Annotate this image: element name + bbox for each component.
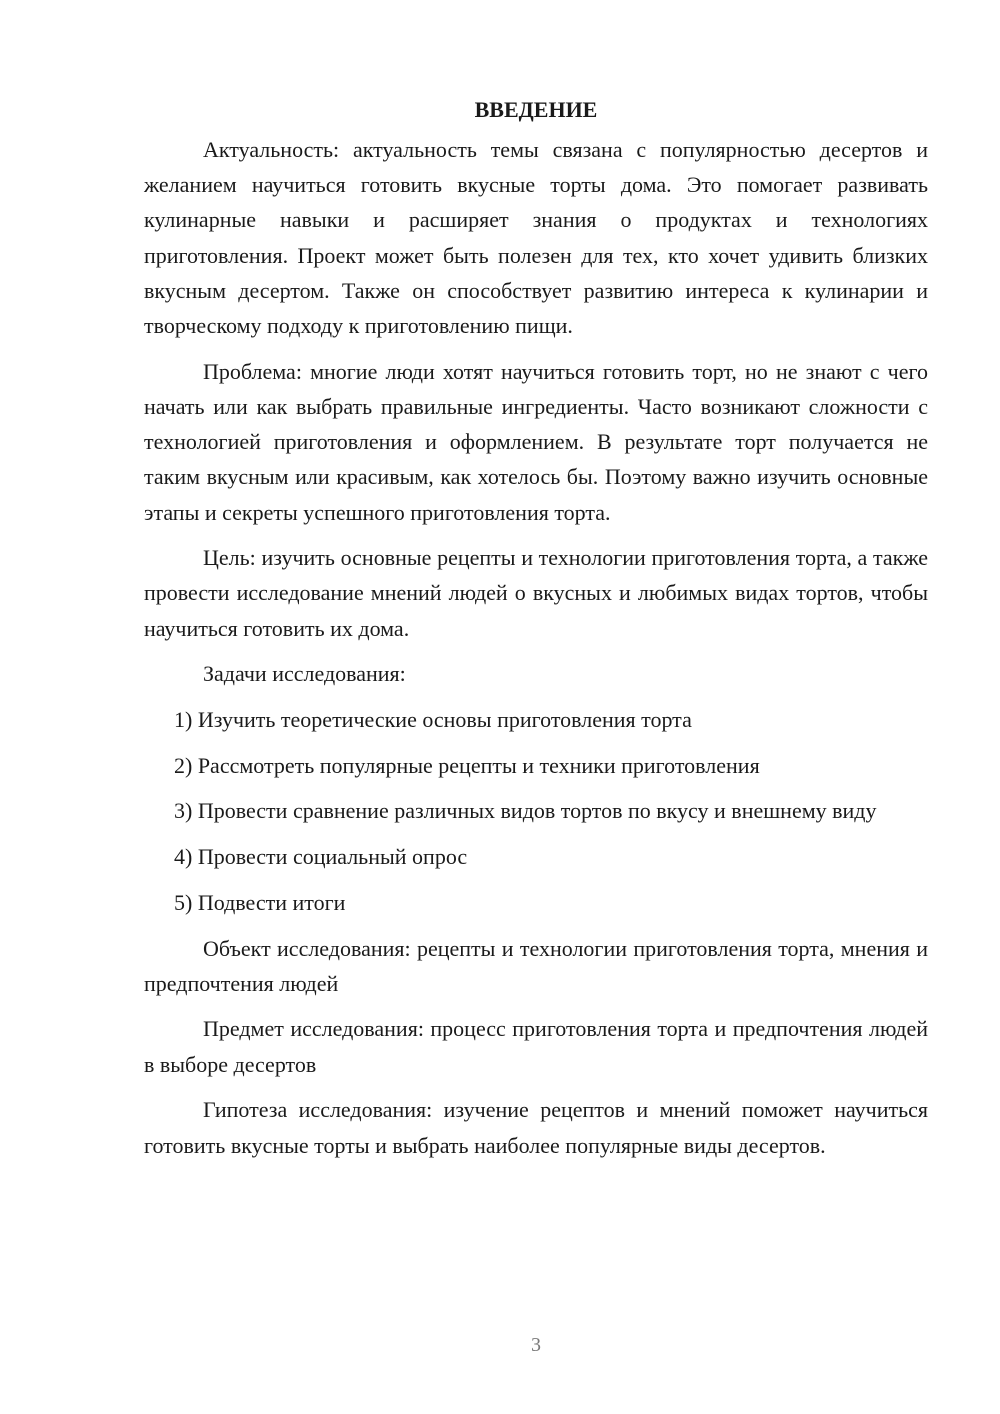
task-item: 1) Изучить теоретические основы приготовления торта [174,707,692,733]
relevance-paragraph: Актуальность: актуальность темы связана с популярностью десертов и желанием научиться готовить вкусные торты дома. Это помогает развивать кулинарные навыки и расширяет знания о продуктах и технологиях приготовления. Проект может быть полезен для тех, кто хочет удивить близких вкусным десертом. Также он способствует развитию интереса к кулинарии и творческому подходу к приготовлению пищи. [144,137,928,339]
task-item: 4) Провести социальный опрос [174,844,468,870]
task-item: 3) Провести сравнение различных видов тортов по вкусу и внешнему виду [174,798,877,824]
task-item: 2) Рассмотреть популярные рецепты и техники приготовления [174,752,760,778]
section-title: ВВЕДЕНИЕ [474,97,598,122]
tasks-heading: Задачи исследования: [203,661,406,687]
object-paragraph: Объект исследования: рецепты и технологии приготовления торта, мнения и предпочтения людей [144,935,928,996]
document-page [144,92,928,1173]
goal-paragraph: Цель: изучить основные рецепты и технологии приготовления торта, а также провести исследование мнений людей о вкусных и любимых видах тортов, чтобы научиться готовить их дома. [144,545,928,641]
page-number: 3 [531,1334,541,1356]
problem-paragraph: Проблема: многие люди хотят научиться готовить торт, но не знают с чего начать или как выбрать правильные ингредиенты. Часто возникают сложности с технологией приготовления и оформлением. В результате торт получается не таким вкусным или красивым, как хотелось бы. Поэтому важно изучить основные этапы и секреты успешного приготовления торта. [144,358,928,525]
task-item: 5) Подвести итоги [174,889,346,915]
subject-paragraph: Предмет исследования: процесс приготовления торта и предпочтения людей в выборе десертов [144,1016,928,1077]
hypothesis-paragraph: Гипотеза исследования: изучение рецептов и мнений поможет научиться готовить вкусные торты и выбрать наиболее популярные виды десертов. [144,1097,928,1158]
tasks-list [144,702,928,920]
